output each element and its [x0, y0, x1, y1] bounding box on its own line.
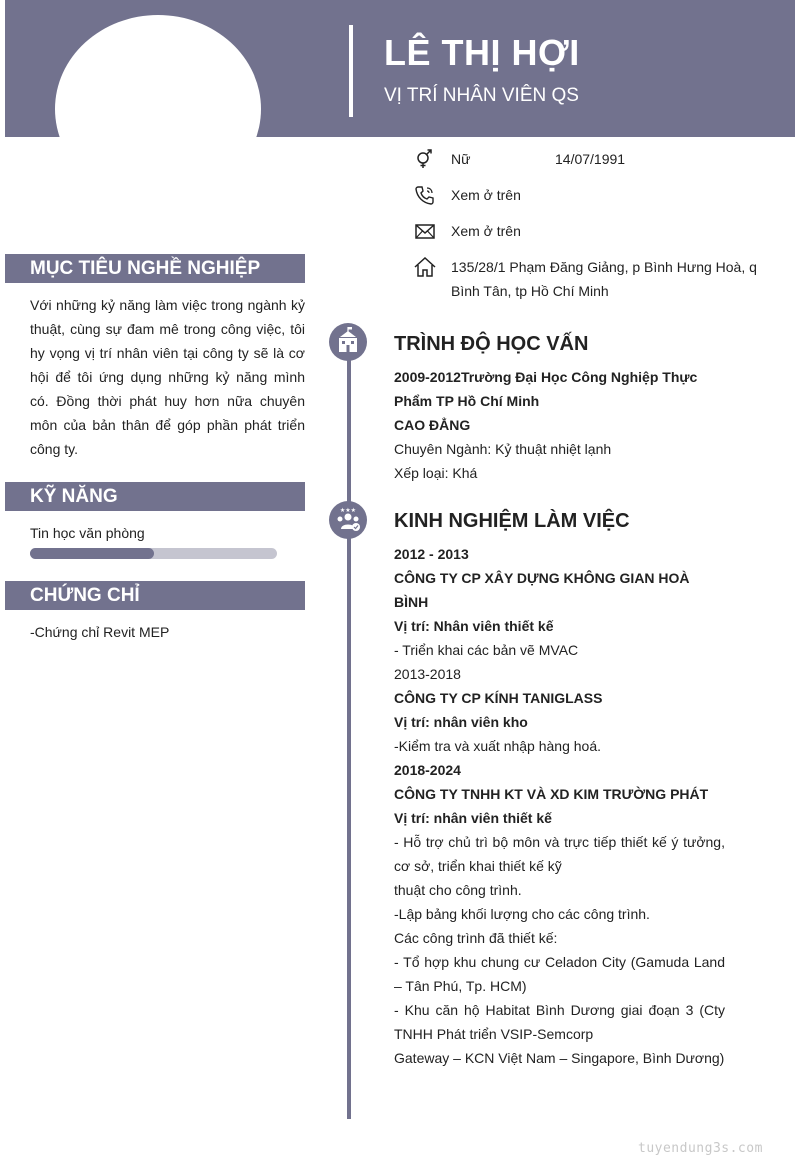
experience-list: [394, 542, 725, 1070]
objective-heading: MỤC TIÊU NGHỀ NGHIỆP: [30, 258, 261, 279]
timeline-line: [347, 330, 351, 1119]
job-period: 2018-2024: [394, 762, 461, 778]
dob-value: 14/07/1991: [555, 151, 626, 167]
job-role: Vị trí: nhân viên kho: [394, 714, 528, 730]
job-company: CÔNG TY CP XÂY DỰNG KHÔNG GIAN HOÀ BÌNH: [394, 570, 690, 610]
objective-heading-bar: [5, 254, 305, 283]
education-major: Chuyên Ngành: Kỷ thuật nhiệt lạnh: [394, 441, 612, 457]
title-divider: [349, 25, 353, 117]
gender-icon: [414, 149, 436, 169]
phone-value: Xem ở trên: [451, 187, 521, 203]
project-item: Gateway – KCN Việt Nam – Singapore, Bình Dương): [394, 1050, 725, 1066]
education-grade: Xếp loại: Khá: [394, 465, 478, 481]
team-icon: [329, 501, 367, 539]
project-item: - Khu căn hộ Habitat Bình Dương giai đoạn 3 (Cty TNHH Phát triển VSIP-Semcorp: [394, 1002, 725, 1042]
experience-badge: [329, 501, 367, 539]
skill-level-track: [30, 548, 277, 559]
job-duty: - Hỗ trợ chủ trì bộ môn và trực tiếp thiết kế ý tưởng, cơ sở, triển khai thiết kế kỹ: [394, 834, 725, 874]
address-value: 135/28/1 Phạm Đăng Giảng, p Bình Hưng Hoà, q Bình Tân, tp Hồ Chí Minh: [451, 259, 757, 299]
job-position: VỊ TRÍ NHÂN VIÊN QS: [384, 85, 579, 106]
school-icon: [329, 323, 367, 361]
experience-heading: KINH NGHIỆM LÀM VIỆC: [394, 510, 630, 532]
job-company: CÔNG TY TNHH KT VÀ XD KIM TRƯỜNG PHÁT: [394, 786, 709, 802]
education-list: [394, 365, 725, 485]
job-role: Vị trí: nhân viên thiết kế: [394, 810, 552, 826]
certificate-item: -Chứng chỉ Revit MEP: [30, 624, 170, 640]
job-duty: -Lập bảng khối lượng cho các công trình.: [394, 906, 650, 922]
certificates-heading: CHỨNG CHỈ: [30, 585, 140, 606]
gender-value: Nữ: [451, 151, 471, 167]
certificates-heading-bar: [5, 581, 305, 610]
project-item: - Tổ hợp khu chung cư Celadon City (Gamuda Land – Tân Phú, Tp. HCM): [394, 954, 725, 994]
objective-text: Với những kỷ năng làm việc trong ngành kỷ thuật, cùng sự đam mê trong công việc, tôi hy vọng vị trí nhân viên tại công ty sẽ là cơ hội để tôi ứng dụng những kỷ năng mình có. Đồng thời phát huy hơn nữa chuyên môn của bản thân để góp phần phát triển công ty.: [30, 297, 305, 457]
mail-icon: [414, 221, 436, 241]
job-duty: - Triển khai các bản vẽ MVAC: [394, 642, 579, 658]
phone-icon: [414, 185, 436, 205]
skills-heading-bar: [5, 482, 305, 511]
watermark: tuyendung3s.com: [638, 1141, 763, 1156]
education-heading: TRÌNH ĐỘ HỌC VẤN: [394, 333, 589, 355]
job-period: 2013-2018: [394, 666, 461, 682]
skill-level-fill: [30, 548, 154, 559]
job-duty: thuật cho công trình.: [394, 882, 522, 898]
job-duty: -Kiểm tra và xuất nhập hàng hoá.: [394, 738, 602, 754]
candidate-name: LÊ THỊ HỢI: [384, 32, 580, 73]
education-degree: CAO ĐẲNG: [394, 417, 471, 433]
job-period: 2012 - 2013: [394, 546, 469, 562]
avatar: [55, 15, 261, 203]
education-badge: [329, 323, 367, 361]
project-list-label: Các công trình đã thiết kế:: [394, 930, 558, 946]
svg-text:★★★: ★★★: [339, 507, 357, 514]
email-value: Xem ở trên: [451, 223, 521, 239]
job-role: Vị trí: Nhân viên thiết kế: [394, 618, 554, 634]
home-icon: [414, 257, 436, 277]
skill-label: Tin học văn phòng: [30, 525, 145, 541]
job-company: CÔNG TY CP KÍNH TANIGLASS: [394, 690, 603, 706]
education-school: 2009-2012Trường Đại Học Công Nghiệp Thực Phẩm TP Hồ Chí Minh: [394, 369, 698, 409]
skills-heading: KỸ NĂNG: [30, 486, 118, 507]
